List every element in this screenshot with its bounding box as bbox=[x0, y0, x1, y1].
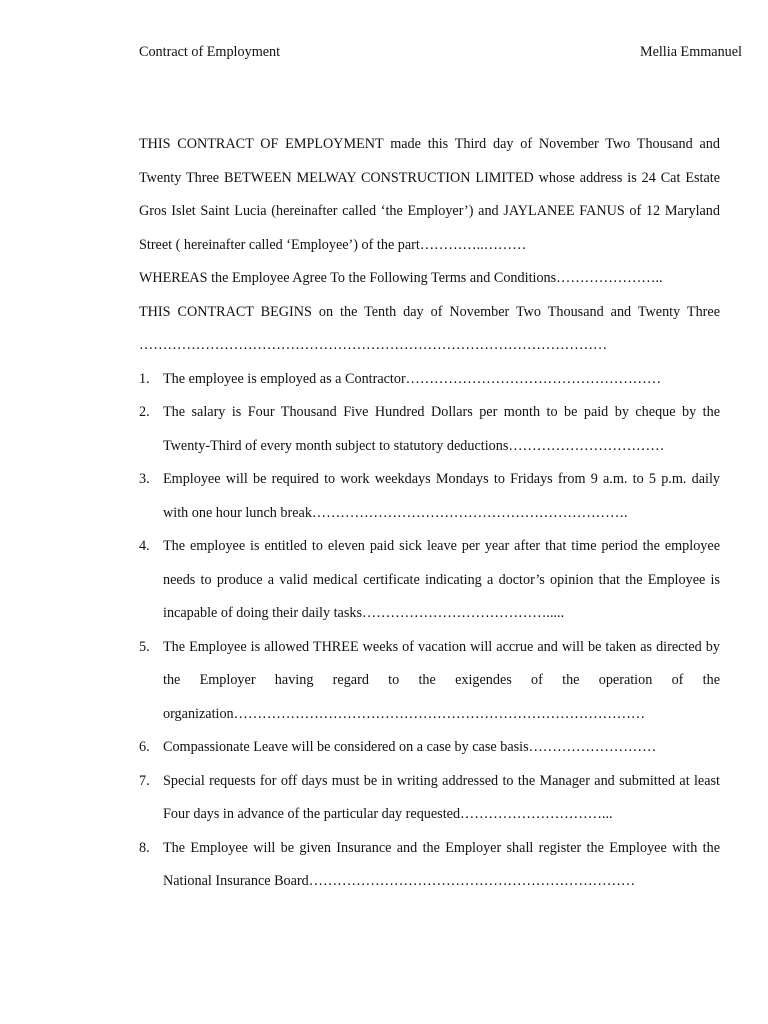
clause-item bbox=[139, 832, 720, 899]
clause-text: The salary is Four Thousand Five Hundred Dollars per month to be paid by cheque by the Twenty-Third of every month subject to statutory deductions…………………………… bbox=[163, 404, 720, 454]
clause-number: 4. bbox=[139, 538, 150, 554]
clause-item bbox=[139, 396, 720, 463]
clause-text: Compassionate Leave will be considered on a case by case basis……………………… bbox=[163, 739, 657, 755]
clause-item bbox=[139, 731, 720, 765]
clause-number: 7. bbox=[139, 772, 150, 789]
clause-text: The employee is employed as a Contractor……………………………………………… bbox=[163, 370, 662, 387]
clause-list bbox=[139, 363, 720, 899]
clause-item bbox=[139, 463, 720, 530]
author-name: Mellia Emmanuel bbox=[639, 44, 742, 60]
whereas-paragraph: WHEREAS the Employee Agree To the Following Terms and Conditions………………….. bbox=[139, 270, 663, 286]
preamble-paragraph: THIS CONTRACT OF EMPLOYMENT made this Third day of November Two Thousand and Twenty Three BETWEEN MELWAY CONSTRUCTION LIMITED whose address is 24 Cat Estate Gros Islet Saint Lucia (hereinafter called ‘the Employer’) and JAYLANEE FANUS of 12 Maryland Street ( hereinafter called ‘Employee’) of the part…………..……… bbox=[139, 136, 720, 253]
clause-text: The Employee will be given Insurance and the Employer shall register the Employee with the National Insurance Board…………………………………………………………… bbox=[163, 839, 720, 889]
clause-text: Employee will be required to work weekdays Mondays to Fridays from 9 a.m. to 5 p.m. daily with one hour lunch break…………………………………………………………. bbox=[163, 471, 720, 521]
commencement-paragraph: THIS CONTRACT BEGINS on the Tenth day of November Two Thousand and Twenty Three ……………………………………………………………………………………… bbox=[139, 303, 720, 353]
clause-text: The employee is entitled to eleven paid sick leave per year after that time period the employee needs to produce a valid medical certificate indicating a doctor’s opinion that the Employee is incapable of doing their daily tasks…………………………………..... bbox=[163, 538, 720, 621]
clause-number: 3. bbox=[139, 471, 150, 487]
clause-number: 6. bbox=[139, 739, 150, 755]
contract-body bbox=[139, 128, 720, 899]
clause-text: The Employee is allowed THREE weeks of vacation will accrue and will be taken as directed by the Employer having regard to the exigendes of the operation of the organization…………………………………………………………………………… bbox=[163, 638, 720, 722]
document-title: Contract of Employment bbox=[139, 44, 281, 60]
clause-number: 1. bbox=[139, 370, 150, 387]
clause-number: 5. bbox=[139, 638, 150, 655]
clause-item bbox=[139, 631, 720, 732]
clause-text: Special requests for off days must be in writing addressed to the Manager and submitted at least Four days in advance of the particular day requested…………………………... bbox=[163, 772, 720, 822]
clause-number: 2. bbox=[139, 404, 150, 420]
clause-item bbox=[139, 530, 720, 631]
page-header bbox=[139, 44, 742, 64]
clause-item bbox=[139, 765, 720, 832]
clause-item bbox=[139, 363, 720, 397]
clause-number: 8. bbox=[139, 839, 150, 856]
